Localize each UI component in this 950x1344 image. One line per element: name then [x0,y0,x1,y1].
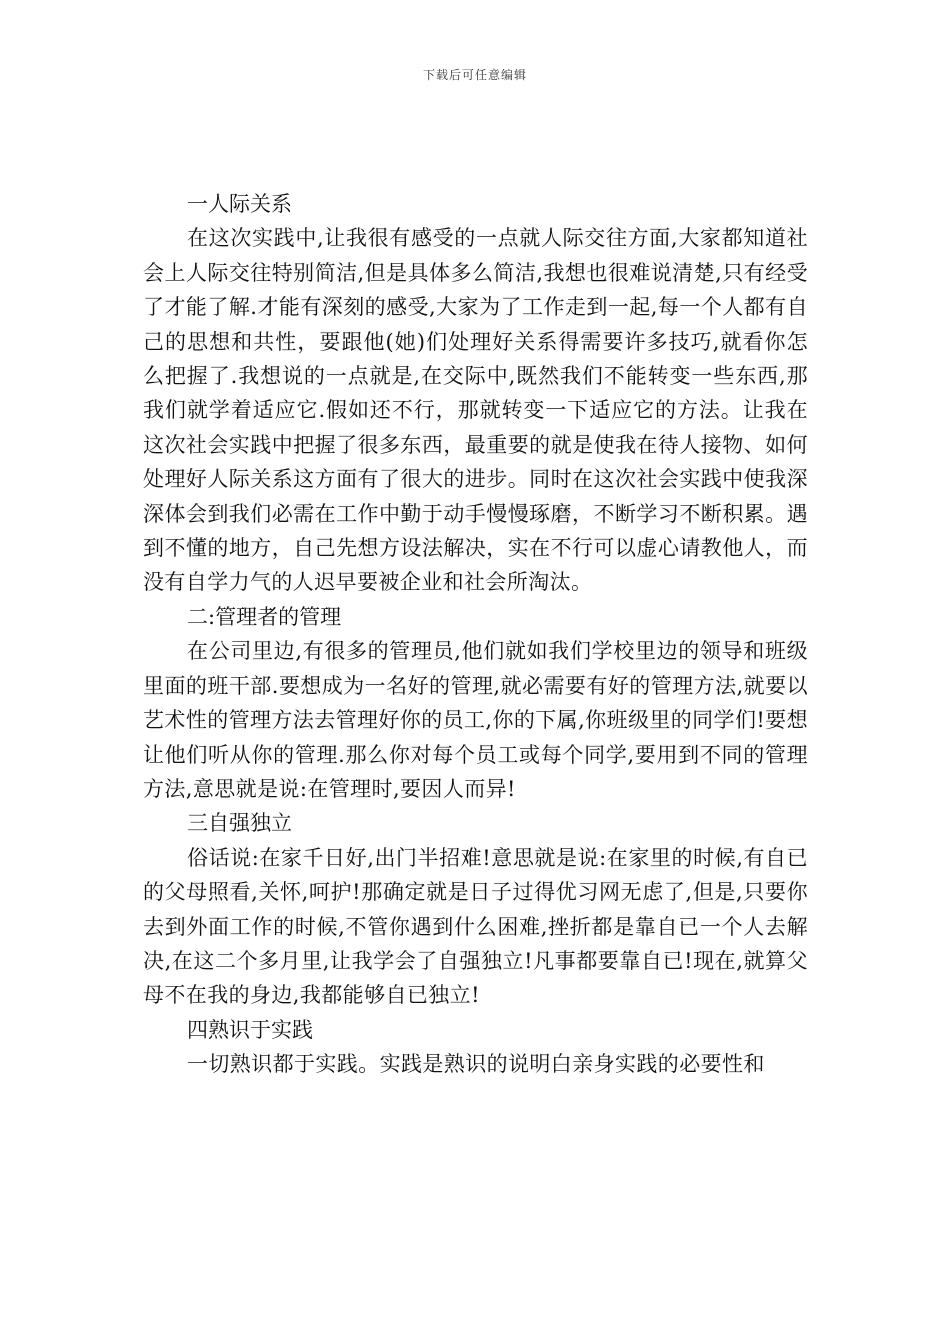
section-heading-interpersonal: 一人际关系 [187,192,292,216]
document-body [143,187,808,1082]
section-body-practice: 一切熟识都于实践。实践是熟识的说明白亲身实践的必要性和 [187,1052,765,1077]
section-heading-independence: 三自强独立 [187,811,292,836]
section-heading-management: 二:管理者的管理 [187,604,342,629]
section-heading-practice: 四熟识于实践 [187,1017,313,1042]
section-body-interpersonal: 在这次实践中,让我很有感受的一点就人际交往方面,大家都知道社会上人际交往特别简洁,但是具体多么简洁,我想也很难说清楚,只有经受了才能了解.才能有深刻的感受,大家为了工作走到一起,每一个人都有自己的思想和共性，要跟他(她)们处理好关系得需要许多技巧,就看你怎么把握了.我想说的一点就是,在交际中,既然我们不能转变一些东西,那我们就学着适应它.假如还不行，那就转变一下适应它的方法。让我在这次社会实践中把握了很多东西，最重要的就是使我在待人接物、如何处理好人际关系这方面有了很大的进步。同时在这次社会实践中使我深深体会到我们必需在工作中勤于动手慢慢琢磨，不断学习不断积累。遇到不懂的地方，自己先想方设法解决，实在不行可以虚心请教他人，而没有自学力气的人迟早要被企业和社会所淘汰。 [143,226,808,595]
section-body-independence: 俗话说:在家千日好,出门半招难!意思就是说:在家里的时候,有自已的父母照看,关怀,呵护!那确定就是日子过得优习网无虑了,但是,只要你去到外面工作的时候,不管你遇到什么困难,挫折都是靠自已一个人去解决,在这二个多月里,让我学会了自强独立!凡事都要靠自已!现在,就算父母不在我的身边,我都能够自已独立! [143,845,808,1008]
page-header: 下载后可任意编辑 [422,68,527,82]
section-body-management: 在公司里边,有很多的管理员,他们就如我们学校里边的领导和班级里面的班干部.要想成为一名好的管理,就必需要有好的管理方法,就要以艺术性的管理方法去管理好你的员工,你的下属,你班级里的同学们!要想让他们听从你的管理.那么你对每个员工或每个同学,要用到不同的管理方法,意思就是说:在管理时,要因人而异! [143,639,808,801]
